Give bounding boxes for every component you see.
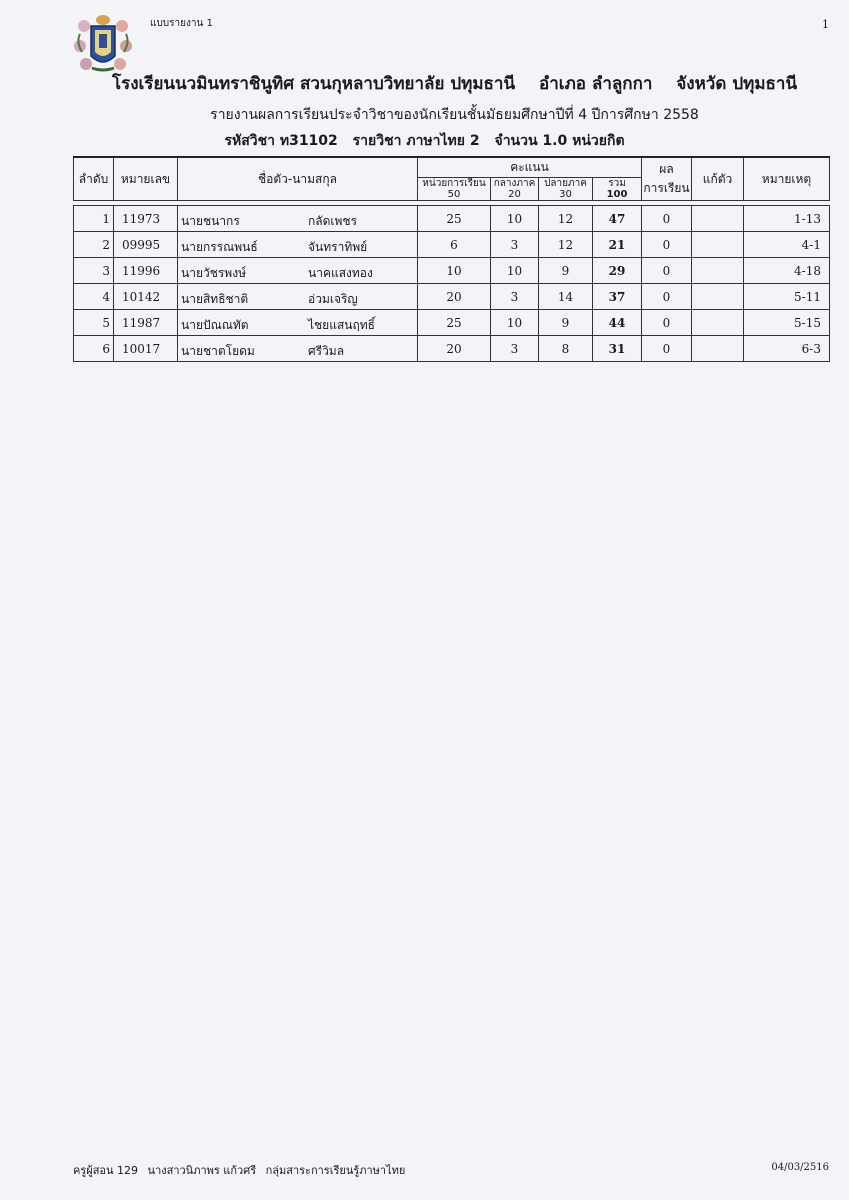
header-result (642, 157, 692, 201)
cell-total: 37 (593, 284, 642, 310)
cell-unit: 20 (418, 284, 491, 310)
cell-midterm: 3 (491, 284, 539, 310)
cell-name (178, 336, 418, 362)
cell-name (178, 284, 418, 310)
form-label: แบบรายงาน 1 (150, 18, 213, 29)
header-result-line2: การเรียน (643, 181, 690, 195)
cell-unit: 25 (418, 206, 491, 232)
cell-unit: 25 (418, 310, 491, 336)
cell-id: 09995 (114, 232, 178, 258)
cell-id: 10017 (114, 336, 178, 362)
cell-last-name: จันทราทิพย์ (308, 240, 368, 254)
cell-no: 1 (74, 206, 114, 232)
school-crest-icon (72, 12, 134, 74)
subject-name: รายวิชา ภาษาไทย 2 (352, 133, 480, 149)
cell-fix (692, 336, 744, 362)
header-midterm-label: กลางภาค (493, 178, 536, 189)
cell-no: 2 (74, 232, 114, 258)
header-name: ชื่อตัว-นามสกุล (178, 157, 418, 201)
department: กลุ่มสาระการเรียนรู้ภาษาไทย (265, 1164, 406, 1177)
report-title: รายงานผลการเรียนประจำวิชาของนักเรียนชั้นมัธยมศึกษาปีที่ 4 ปีการศึกษา 2558 (210, 107, 699, 123)
cell-result: 0 (642, 258, 692, 284)
cell-first-name: นายกรรณพนธ์ (181, 240, 258, 254)
header-midterm-max: 20 (508, 189, 521, 200)
cell-no: 4 (74, 284, 114, 310)
cell-fix (692, 310, 744, 336)
cell-first-name: นายชนากร (181, 214, 240, 228)
header-total-label: รวม (608, 178, 626, 189)
table-row (74, 336, 830, 362)
cell-id: 11987 (114, 310, 178, 336)
cell-final: 8 (539, 336, 593, 362)
cell-midterm: 10 (491, 206, 539, 232)
header-unit-label: หน่วยการเรียน (422, 178, 486, 189)
province: จังหวัด ปทุมธานี (676, 74, 798, 94)
cell-first-name: นายปัณณทัต (181, 318, 249, 332)
header-total-max: 100 (606, 189, 628, 200)
header-fix: แก้ตัว (692, 157, 744, 201)
header-no: ลำดับ (74, 157, 114, 201)
cell-no: 3 (74, 258, 114, 284)
grades-table (73, 156, 830, 362)
header-note: หมายเหตุ (744, 157, 830, 201)
cell-result: 0 (642, 336, 692, 362)
cell-note: 6-3 (744, 336, 830, 362)
cell-note: 5-15 (744, 310, 830, 336)
header-result-line1: ผล (659, 162, 674, 176)
cell-name (178, 258, 418, 284)
cell-id: 11973 (114, 206, 178, 232)
teacher-code: ครูผู้สอน 129 (73, 1164, 139, 1177)
cell-fix (692, 258, 744, 284)
cell-final: 12 (539, 232, 593, 258)
cell-note: 4-1 (744, 232, 830, 258)
cell-unit: 10 (418, 258, 491, 284)
cell-note: 4-18 (744, 258, 830, 284)
cell-last-name: ไชยแสนฤทธิ์ (308, 318, 375, 332)
table-row (74, 284, 830, 310)
cell-id: 11996 (114, 258, 178, 284)
cell-first-name: นายวัชรพงษ์ (181, 266, 246, 280)
cell-final: 14 (539, 284, 593, 310)
header-unit-max: 50 (447, 189, 461, 200)
cell-result: 0 (642, 310, 692, 336)
cell-final: 9 (539, 310, 593, 336)
cell-last-name: ศรีวิมล (308, 344, 345, 358)
header-total (593, 178, 642, 201)
subject-info (0, 130, 849, 152)
cell-total: 47 (593, 206, 642, 232)
cell-fix (692, 284, 744, 310)
cell-midterm: 10 (491, 258, 539, 284)
school-heading (0, 70, 849, 97)
table-row (74, 206, 830, 232)
cell-result: 0 (642, 284, 692, 310)
header-unit (418, 178, 491, 201)
cell-no: 5 (74, 310, 114, 336)
table-row (74, 310, 830, 336)
header-id: หมายเลข (114, 157, 178, 201)
cell-first-name: นายสิทธิชาติ (181, 292, 249, 306)
subject-code: รหัสวิชา ท31102 (224, 133, 338, 149)
header-final-label: ปลายภาค (544, 178, 587, 189)
cell-first-name: นายชาตโยดม (181, 344, 255, 358)
table-row (74, 258, 830, 284)
cell-name (178, 310, 418, 336)
print-date: 04/03/2516 (771, 1162, 829, 1173)
header-final (539, 178, 593, 201)
cell-midterm: 3 (491, 232, 539, 258)
cell-result: 0 (642, 232, 692, 258)
header-final-max: 30 (559, 189, 572, 200)
cell-last-name: อ่วมเจริญ (308, 292, 358, 306)
cell-last-name: กลัดเพชร (308, 214, 358, 228)
cell-unit: 6 (418, 232, 491, 258)
cell-total: 31 (593, 336, 642, 362)
page-number: 1 (822, 18, 829, 31)
cell-name (178, 206, 418, 232)
cell-no: 6 (74, 336, 114, 362)
cell-result: 0 (642, 206, 692, 232)
cell-last-name: นาคแสงทอง (308, 266, 373, 280)
teacher-name: นางสาวนิภาพร แก้วศรี (147, 1164, 257, 1177)
school-name: โรงเรียนนวมินทราชินูทิศ สวนกุหลาบวิทยาลัย ปทุมธานี (111, 74, 516, 94)
cell-fix (692, 206, 744, 232)
cell-final: 9 (539, 258, 593, 284)
table-row (74, 232, 830, 258)
district: อำเภอ ลำลูกกา (539, 74, 653, 94)
cell-id: 10142 (114, 284, 178, 310)
cell-total: 44 (593, 310, 642, 336)
header-score: คะแนน (418, 157, 642, 178)
footer-teacher (73, 1161, 411, 1179)
cell-name (178, 232, 418, 258)
cell-total: 21 (593, 232, 642, 258)
subject-credits: จำนวน 1.0 หน่วยกิต (494, 133, 625, 149)
cell-note: 5-11 (744, 284, 830, 310)
cell-final: 12 (539, 206, 593, 232)
cell-midterm: 10 (491, 310, 539, 336)
cell-fix (692, 232, 744, 258)
cell-note: 1-13 (744, 206, 830, 232)
header-midterm (491, 178, 539, 201)
cell-total: 29 (593, 258, 642, 284)
cell-unit: 20 (418, 336, 491, 362)
cell-midterm: 3 (491, 336, 539, 362)
